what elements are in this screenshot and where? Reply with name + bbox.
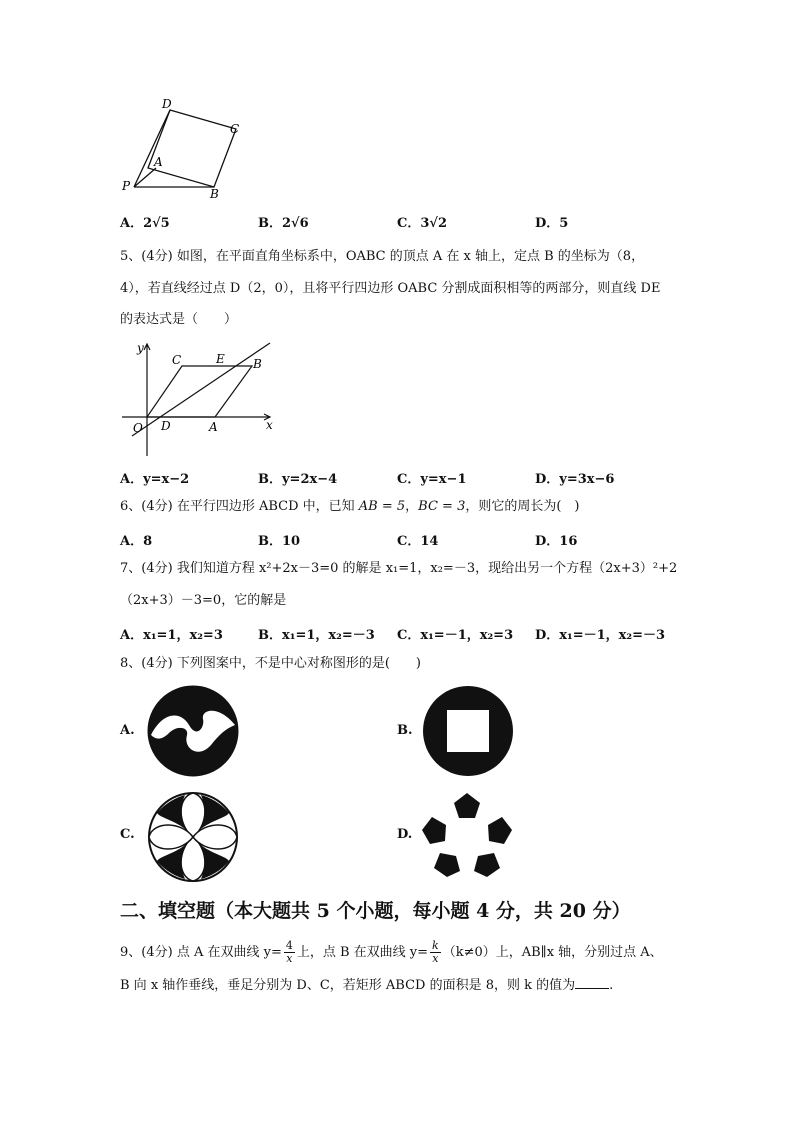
q4-option-a[interactable]: A．2√5 [120,216,170,231]
q6-suffix: ，则它的周长为( ) [465,499,580,514]
q8-stem: 8、(4分) 下列图案中，不是中心对称图形的是( ) [120,656,421,671]
q8d-pentagon-left [422,817,446,844]
q5-label-c: C [172,353,182,367]
q6-option-c[interactable]: C．14 [397,534,439,549]
q4-line-pa [134,168,156,187]
q9-answer-blank[interactable] [575,976,609,989]
q7-option-c[interactable]: C．x₁=－1，x₂=3 [397,628,514,643]
q4-option-b[interactable]: B．2√6 [258,216,309,231]
q5-label-b: B [253,357,262,371]
q5-label-d: D [161,419,171,433]
q7-option-a[interactable]: A．x₁=1，x₂=3 [120,628,223,643]
q5-line-de [132,343,270,436]
q6-option-b[interactable]: B．10 [258,534,301,549]
q4-figure [118,92,258,202]
q5-option-b[interactable]: B．y=2x−4 [258,472,338,487]
q9-line2: B 向 x 轴作垂线，垂足分别为 D、C，若矩形 ABCD 的面积是 8，则 k 的值为 [120,978,576,993]
q4-label-d: D [162,97,172,111]
q4-option-d[interactable]: D．5 [535,216,569,231]
q5-label-e: E [216,352,225,366]
q6-bc: BC = 3 [418,499,466,514]
q5-option-a[interactable]: A．y=x−2 [120,472,190,487]
q4-square [148,110,236,187]
q8d-pentagon-bottom-left [434,853,460,877]
q4-line-pd [134,110,170,187]
q8-label-b[interactable]: B. [397,723,413,738]
q8d-pentagon-bottom-right [474,853,500,877]
q8d-pentagon-top [454,793,480,818]
q8-label-c[interactable]: C. [120,827,135,842]
q9-part1: 9、(4分) 点 A 在双曲线 y= [120,945,282,960]
q5-stem-line2: 4），若直线经过点 D（2，0），且将平行四边形 OABC 分割成面积相等的两部分，则直线 DE [120,281,661,296]
q9-stem-line2 [120,976,613,995]
q4-label-c: C [230,122,240,136]
q9-end: . [609,978,614,993]
q8-figure-c[interactable] [147,791,239,883]
q6-option-a[interactable]: A．8 [120,534,153,549]
q7-stem-line2: （2x+3）－3=0，它的解是 [120,593,287,608]
q5-label-y: y [137,341,144,355]
q7-stem-line1: 7、(4分) 我们知道方程 x²+2x－3=0 的解是 x₁=1，x₂=－3，现给出另一个方程（2x+3）²+2 [120,561,678,576]
q8b-white-square [447,710,489,752]
q5-label-o: O [133,421,143,435]
q4-option-c[interactable]: C．3√2 [397,216,447,231]
q5-figure [118,338,283,460]
q4-label-a: A [154,155,163,169]
q8-figure-a[interactable] [147,685,239,777]
q5-stem-line1: 5、(4分) 如图，在平面直角坐标系中，OABC 的顶点 A 在 x 轴上，定点 B 的坐标为（8， [120,249,645,264]
q8-figure-b[interactable] [422,685,514,777]
q5-label-x: x [266,418,273,432]
q4-label-p: P [122,179,131,193]
q6-prefix: 6、(4分) 在平行四边形 ABCD 中，已知 [120,499,359,514]
q9-fraction-2: $\frac{k}{x}$ [432,939,439,965]
q8-label-d[interactable]: D. [397,827,413,842]
q9-stem-line1 [120,936,663,970]
q5-option-c[interactable]: C．y=x−1 [397,472,467,487]
q8-figure-d[interactable] [420,791,514,879]
q9-fraction-1: $\frac{4}{x}$ [285,939,293,965]
q6-sep: ， [405,499,419,514]
q5-option-d[interactable]: D．y=3x−6 [535,472,615,487]
q8d-pentagon-right [488,817,512,844]
q6-option-d[interactable]: D．16 [535,534,578,549]
q5-parallelogram [147,366,252,417]
q5-stem-line3: 的表达式是（ ） [120,312,238,327]
q9-part3: （k≠0）上，AB∥x 轴，分别过点 A、 [442,945,663,960]
q6-ab: AB = 5 [358,499,406,514]
q4-label-b: B [210,187,219,201]
q5-label-a: A [209,420,218,434]
q7-option-d[interactable]: D．x₁=－1，x₂=－3 [535,628,666,643]
section-2-title: 二、填空题（本大题共 5 个小题，每小题 4 分，共 20 分） [120,900,631,922]
q8-label-a[interactable]: A. [120,723,135,738]
q7-option-b[interactable]: B．x₁=1，x₂=－3 [258,628,375,643]
q6-stem [120,498,580,516]
q9-part2: 上，点 B 在双曲线 y= [296,945,429,960]
